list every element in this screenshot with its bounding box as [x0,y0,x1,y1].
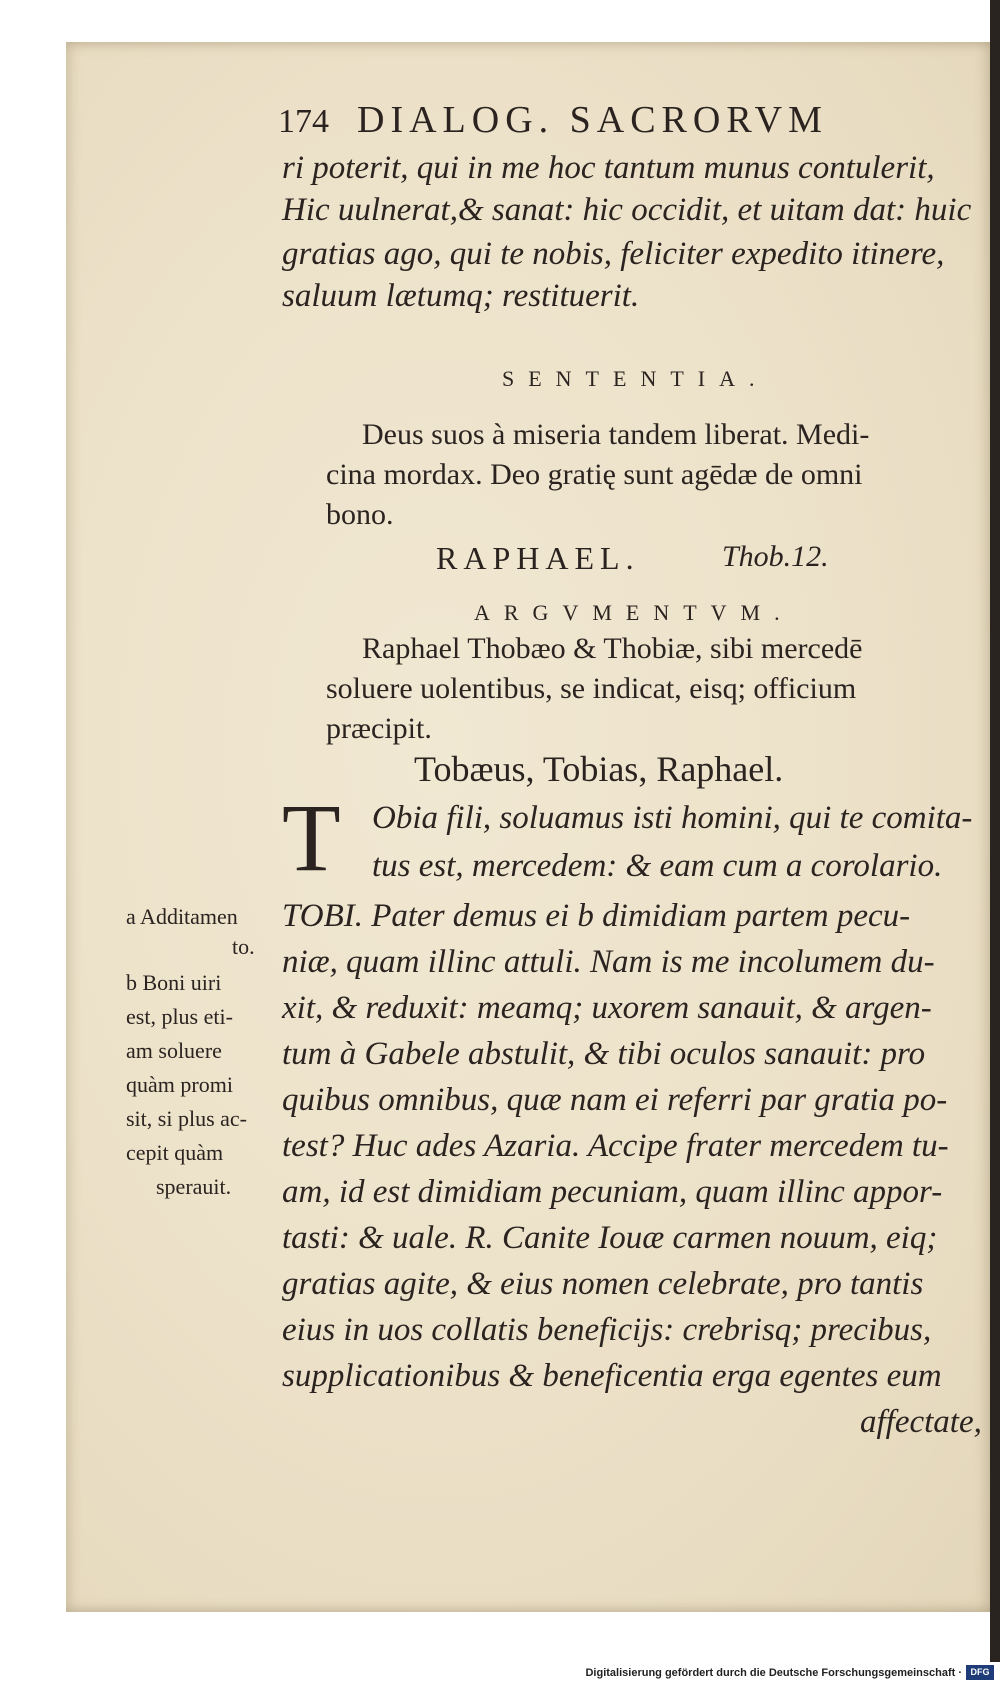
dialogue-line-3: TOBI. Pater demus ei b dimidiam partem pecu- [282,898,911,934]
top-line-1: ri poterit, qui in me hoc tantum munus contulerit, [282,150,935,186]
personae: Tobæus, Tobias, Raphael. [414,749,784,789]
top-line-2: Hic uulnerat,& sanat: hic occidit, et uitam dat: huic [282,192,972,228]
margin-note-b-5: sit, si plus ac- [126,1106,247,1131]
running-title: DIALOG. SACRORVM [357,99,828,141]
top-line-4: saluum lætumq; restituerit. [282,278,640,314]
dialogue-line-5: xit, & reduxit: meamq; uxorem sanauit, & argen- [282,990,932,1026]
sententia-line-3: bono. [326,498,394,531]
sententia-heading: SENTENTIA. [502,366,769,391]
top-line-3: gratias ago, qui te nobis, feliciter expedito itinere, [282,236,945,272]
argumentum-line-2: soluere uolentibus, se indicat, eisq; officium [326,672,857,705]
dialogue-line-6: tum à Gabele abstulit, & tibi oculos sanauit: pro [282,1036,926,1072]
margin-note-a: a Additamen [126,904,238,929]
margin-note-b-3: am soluere [126,1038,222,1063]
margin-note-b-4: quàm promi [126,1072,233,1097]
dfg-logo: DFG [966,1665,994,1680]
margin-note-b-6: cepit quàm [126,1140,224,1165]
sententia-line-1: Deus suos à miseria tandem liberat. Medi- [362,418,870,451]
dialogue-line-11: gratias agite, & eius nomen celebrate, pro tantis [282,1266,924,1302]
margin-note-b: b Boni uiri [126,970,222,995]
margin-note-b-7: sperauit. [156,1174,232,1199]
dialogue-line-13: supplicationibus & beneficentia erga egentes eum [282,1358,942,1394]
dialogue-line-1: Obia fili, soluamus isti homini, qui te comita- [372,800,973,836]
dialogue-line-4: niæ, quam illinc attuli. Nam is me incolumem du- [282,944,935,980]
footer-credit: Digitalisierung gefördert durch die Deutsche Forschungsgemeinschaft · [585,1667,962,1679]
margin-note-b-2: est, plus eti- [126,1004,233,1029]
dialogue-line-9: am, id est dimidiam pecuniam, quam illinc appor- [282,1174,943,1210]
dialogue-line-7: quibus omnibus, quæ nam ei referri par gratia po- [282,1082,948,1118]
dialogue-line-8: test? Huc ades Azaria. Accipe frater mercedem tu- [282,1128,949,1164]
section-title: RAPHAEL. [436,540,640,576]
dialogue-line-2: tus est, mercedem: & eam cum a corolario. [372,848,943,884]
dialogue-line-12: eius in uos collatis beneficijs: crebrisq; precibus, [282,1312,932,1348]
dropcap: T [282,784,341,891]
dialogue-line-10: tasti: & uale. R. Canite Iouæ carmen nouum, eiq; [282,1220,938,1256]
argumentum-line-3: præcipit. [326,712,432,745]
margin-note-a-cont: to. [232,934,255,959]
running-head [278,98,828,142]
dialogue-line-14: affectate, [860,1404,982,1440]
section-reference: Thob.12. [722,540,829,573]
argumentum-heading: ARGVMENTVM. [474,600,794,625]
sententia-line-2: cina mordax. Deo gratię sunt agēdæ de omni [326,458,863,491]
page-number: 174 [278,103,329,140]
page-edge [990,0,1000,1684]
argumentum-line-1: Raphael Thobæo & Thobiæ, sibi mercedē [362,632,863,665]
